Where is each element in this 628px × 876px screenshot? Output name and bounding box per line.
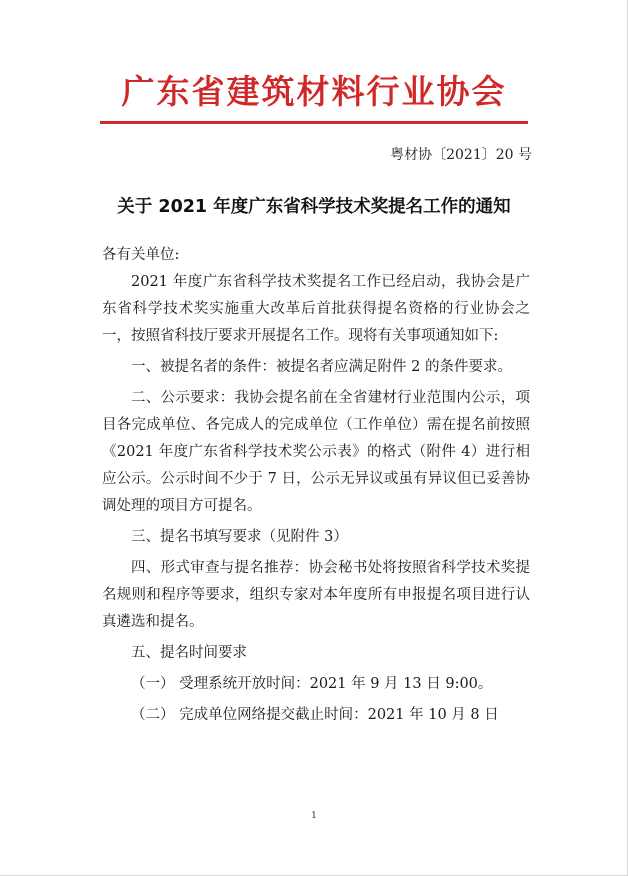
document-title: 关于 2021 年度广东省科学技术奖提名工作的通知 [117,197,511,217]
section-5-item-2: （二） 完成单位网络提交截止时间：2021 年 10 月 8 日 [131,707,499,723]
section-2-paragraph: 二、公示要求：我协会提名前在全省建材行业范围内公示，项目各完成单位、各完成人的完成单位（工作单位）需在提名前按照《2021 年度广东省科学技术奖公示表》的格式（附件 4）进行相应公示。公示时间不少于 7 日，公示无异议或虽有异议但已妥善协调处理的项目方可提名。 [102,390,530,514]
intro-paragraph: 2021 年度广东省科学技术奖提名工作已经启动，我协会是广东省科学技术奖实施重大改革后首批获得提名资格的行业协会之一，按照省科技厅要求开展提名工作。现将有关事项通知如下: [102,274,530,344]
section-1-paragraph: 一、被提名者的条件：被提名者应满足附件 2 的条件要求。 [131,359,512,375]
document-body [102,242,530,729]
section-5-heading: 五、提名时间要求 [131,645,247,661]
letterhead-title: 广东省建筑材料行业协会 [121,72,507,111]
section-3-paragraph: 三、提名书填写要求（见附件 3） [131,529,348,545]
section-5-item-1: （一） 受理系统开放时间：2021 年 9 月 13 日 9:00。 [131,676,493,692]
page-number: 1 [311,811,317,821]
section-4-paragraph: 四、形式审查与提名推荐：协会秘书处将按照省科学技术奖提名规则和程序等要求，组织专家对本年度所有申报提名项目进行认真遴选和提名。 [102,560,530,630]
document-number: 粤材协〔2021〕20 号 [390,147,532,163]
letterhead-red-rule [100,121,528,124]
salutation: 各有关单位: [102,247,180,263]
